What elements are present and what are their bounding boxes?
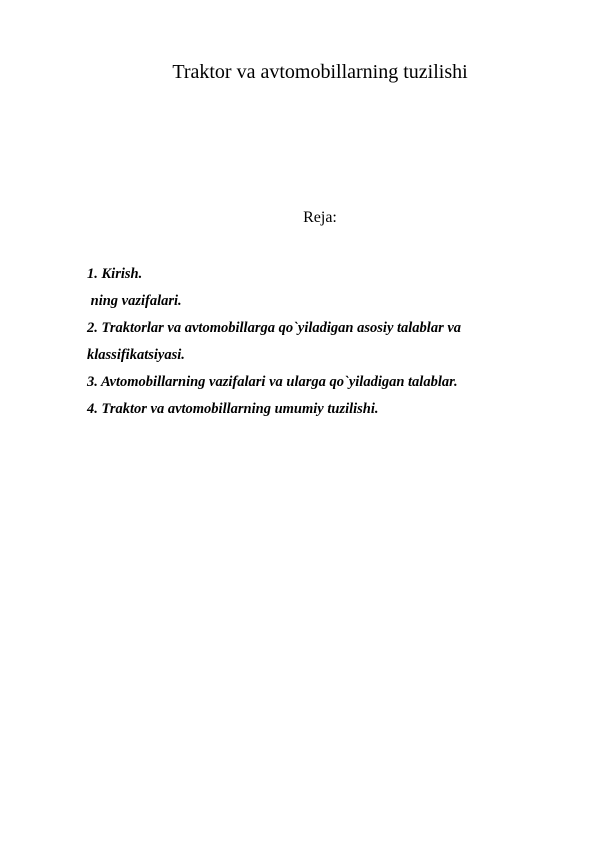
plan-list [87,261,557,423]
plan-item: 4. Traktor va avtomobillarning umumiy tuzilishi. [87,401,379,417]
plan-item: 1. Kirish. [87,266,143,282]
document-title: Traktor va avtomobillarning tuzilishi [172,61,468,83]
plan-item: klassifikatsiyasi. [87,347,185,363]
plan-item: 3. Avtomobillarning vazifalari va ularga qo`yiladigan talablar. [87,374,458,390]
plan-item: 2. Traktorlar va avtomobillarga qo`yiladigan asosiy talablar va [87,320,462,336]
plan-heading: Reja: [303,209,337,226]
plan-item: ning vazifalari. [87,293,182,309]
